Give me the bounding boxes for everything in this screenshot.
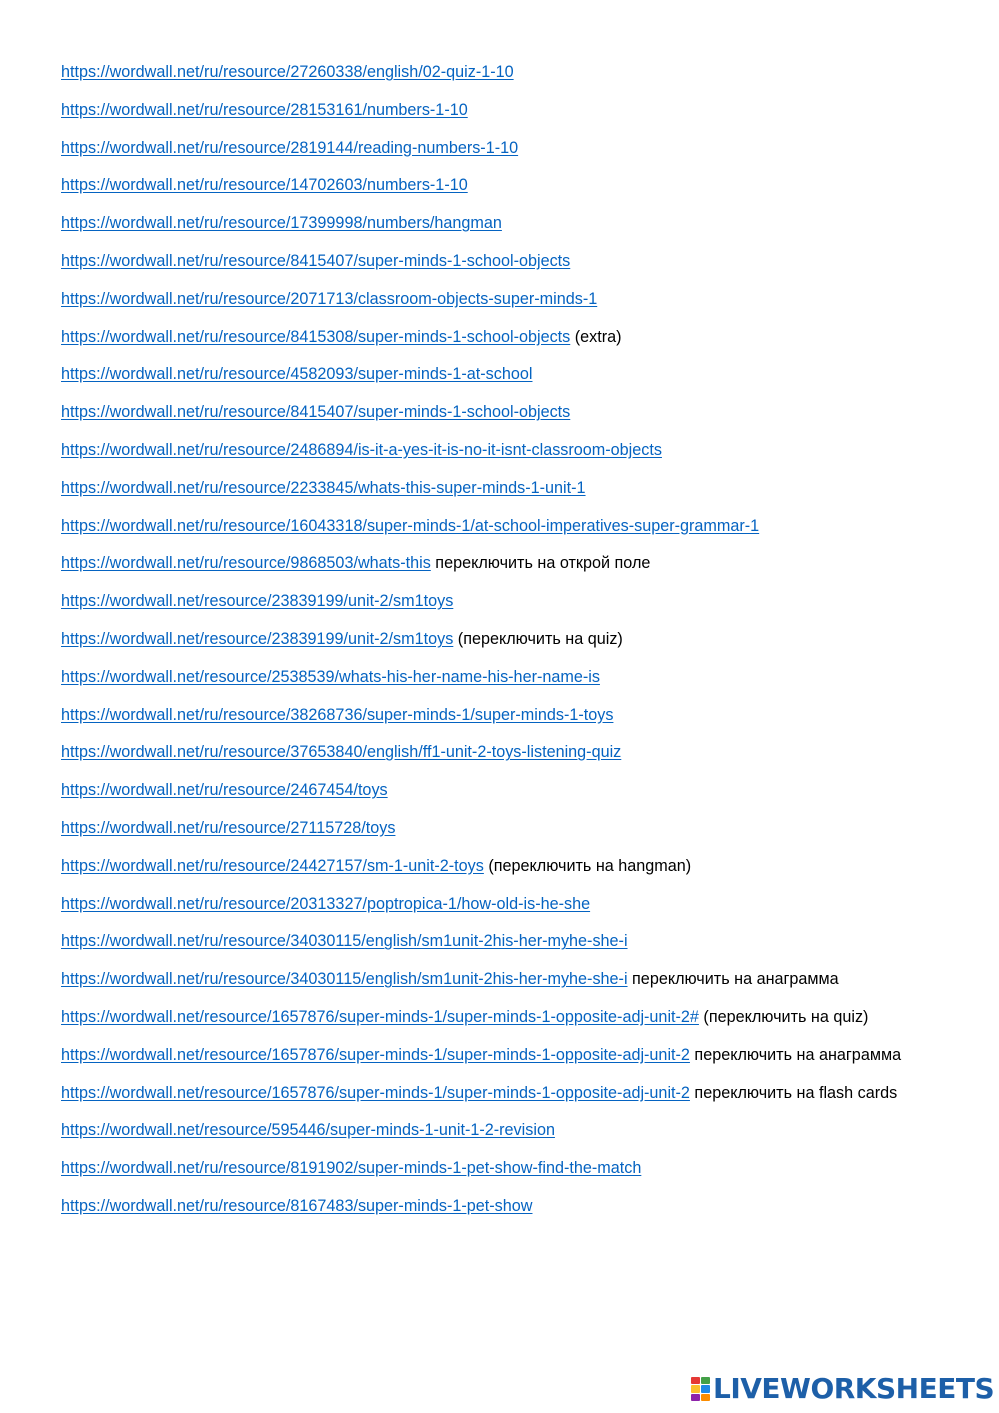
link-line bbox=[61, 1081, 941, 1105]
link-note: (переключить на hangman) bbox=[483, 856, 692, 875]
resource-link[interactable]: https://wordwall.net/ru/resource/27115728/toys bbox=[61, 818, 396, 837]
resource-link[interactable]: https://wordwall.net/ru/resource/2486894/is-it-a-yes-it-is-no-it-isnt-classroom-objects bbox=[61, 440, 662, 459]
resource-link[interactable]: https://wordwall.net/ru/resource/8415308/super-minds-1-school-objects bbox=[61, 327, 571, 346]
link-line bbox=[61, 551, 941, 575]
link-line bbox=[61, 816, 941, 840]
resource-link[interactable]: https://wordwall.net/ru/resource/2819144/reading-numbers-1-10 bbox=[61, 138, 519, 157]
link-note: (переключить на quiz) bbox=[698, 1007, 869, 1026]
link-line bbox=[61, 60, 941, 84]
link-line bbox=[61, 325, 941, 349]
link-line bbox=[61, 514, 941, 538]
link-line bbox=[61, 740, 941, 764]
link-note: переключить на анаграмма bbox=[627, 970, 839, 989]
link-line bbox=[61, 287, 941, 311]
link-line bbox=[61, 249, 941, 273]
resource-link[interactable]: https://wordwall.net/ru/resource/8415407/super-minds-1-school-objects bbox=[61, 403, 571, 422]
link-line bbox=[61, 627, 941, 651]
resource-link[interactable]: https://wordwall.net/ru/resource/17399998/numbers/hangman bbox=[61, 214, 502, 233]
link-line bbox=[61, 778, 941, 802]
resource-link[interactable]: https://wordwall.net/ru/resource/20313327/poptropica-1/how-old-is-he-she bbox=[61, 894, 591, 913]
link-line bbox=[61, 1005, 941, 1029]
resource-link[interactable]: https://wordwall.net/ru/resource/9868503/whats-this bbox=[61, 554, 431, 573]
link-line bbox=[61, 173, 941, 197]
link-line bbox=[61, 892, 941, 916]
link-line bbox=[61, 400, 941, 424]
resource-link[interactable]: https://wordwall.net/ru/resource/2467454/toys bbox=[61, 781, 388, 800]
link-line bbox=[61, 136, 941, 160]
link-line bbox=[61, 211, 941, 235]
link-line bbox=[61, 929, 941, 953]
resource-link[interactable]: https://wordwall.net/resource/1657876/super-minds-1/super-minds-1-opposite-adj-unit-2 bbox=[61, 1045, 690, 1064]
link-note: переключить на открой поле bbox=[430, 554, 651, 573]
link-line bbox=[61, 1194, 941, 1218]
resource-link[interactable]: https://wordwall.net/resource/2538539/whats-his-her-name-his-her-name-is bbox=[61, 667, 600, 686]
resource-link[interactable]: https://wordwall.net/ru/resource/27260338/english/02-quiz-1-10 bbox=[61, 63, 514, 81]
logo-square-6 bbox=[701, 1394, 710, 1401]
resource-link[interactable]: https://wordwall.net/ru/resource/16043318/super-minds-1/at-school-imperatives-super-grammar-1 bbox=[61, 516, 760, 535]
resource-link[interactable]: https://wordwall.net/ru/resource/2233845/whats-this-super-minds-1-unit-1 bbox=[61, 478, 586, 497]
link-line bbox=[61, 1043, 941, 1067]
resource-link[interactable]: https://wordwall.net/resource/1657876/super-minds-1/super-minds-1-opposite-adj-unit-2# bbox=[61, 1007, 699, 1026]
logo-square-2 bbox=[701, 1377, 710, 1384]
link-note: (переключить на quiz) bbox=[453, 629, 623, 648]
resource-link[interactable]: https://wordwall.net/resource/23839199/unit-2/sm1toys bbox=[61, 629, 454, 648]
logo-square-5 bbox=[691, 1394, 700, 1401]
logo-square-4 bbox=[701, 1385, 710, 1392]
link-line bbox=[61, 476, 941, 500]
link-line bbox=[61, 438, 941, 462]
link-line bbox=[61, 1156, 941, 1180]
link-line bbox=[61, 589, 941, 613]
resource-link[interactable]: https://wordwall.net/ru/resource/4582093/super-minds-1-at-school bbox=[61, 365, 533, 384]
link-line bbox=[61, 665, 941, 689]
resource-link[interactable]: https://wordwall.net/resource/23839199/unit-2/sm1toys bbox=[61, 592, 454, 611]
resource-link[interactable]: https://wordwall.net/ru/resource/28153161/numbers-1-10 bbox=[61, 100, 468, 119]
resource-link[interactable]: https://wordwall.net/ru/resource/34030115/english/sm1unit-2his-her-myhe-she-i bbox=[61, 970, 628, 989]
resource-link[interactable]: https://wordwall.net/ru/resource/38268736/super-minds-1/super-minds-1-toys bbox=[61, 705, 614, 724]
liveworksheets-logo[interactable] bbox=[691, 1372, 995, 1405]
link-line bbox=[61, 1118, 941, 1142]
resource-link[interactable]: https://wordwall.net/resource/595446/super-minds-1-unit-1-2-revision bbox=[61, 1121, 555, 1140]
resource-link[interactable]: https://wordwall.net/ru/resource/8167483/super-minds-1-pet-show bbox=[61, 1196, 533, 1215]
resource-link[interactable]: https://wordwall.net/ru/resource/34030115/english/sm1unit-2his-her-myhe-she-i bbox=[61, 932, 628, 951]
link-note: переключить на анаграмма bbox=[689, 1045, 902, 1064]
logo-square-3 bbox=[691, 1385, 700, 1392]
liveworksheets-logo-icon bbox=[691, 1377, 710, 1401]
link-line bbox=[61, 967, 941, 991]
resource-link[interactable]: https://wordwall.net/ru/resource/24427157/sm-1-unit-2-toys bbox=[61, 856, 484, 875]
link-line bbox=[61, 703, 941, 727]
link-note: переключить на flash cards bbox=[689, 1083, 898, 1102]
link-line bbox=[61, 854, 941, 878]
link-line bbox=[61, 98, 941, 122]
resource-link[interactable]: https://wordwall.net/ru/resource/8415407/super-minds-1-school-objects bbox=[61, 251, 571, 270]
logo-square-1 bbox=[691, 1377, 700, 1384]
resource-link[interactable]: https://wordwall.net/resource/1657876/super-minds-1/super-minds-1-opposite-adj-unit-2 bbox=[61, 1083, 690, 1102]
logo-text: LIVEWORKSHEETS bbox=[713, 1372, 995, 1405]
resource-link[interactable]: https://wordwall.net/ru/resource/37653840/english/ff1-unit-2-toys-listening-quiz bbox=[61, 743, 622, 762]
document-body bbox=[61, 60, 941, 1232]
link-note: (extra) bbox=[570, 327, 622, 346]
link-line bbox=[61, 362, 941, 386]
resource-link[interactable]: https://wordwall.net/ru/resource/2071713/classroom-objects-super-minds-1 bbox=[61, 289, 598, 308]
resource-link[interactable]: https://wordwall.net/ru/resource/8191902/super-minds-1-pet-show-find-the-match bbox=[61, 1159, 642, 1178]
resource-link[interactable]: https://wordwall.net/ru/resource/14702603/numbers-1-10 bbox=[61, 176, 468, 195]
